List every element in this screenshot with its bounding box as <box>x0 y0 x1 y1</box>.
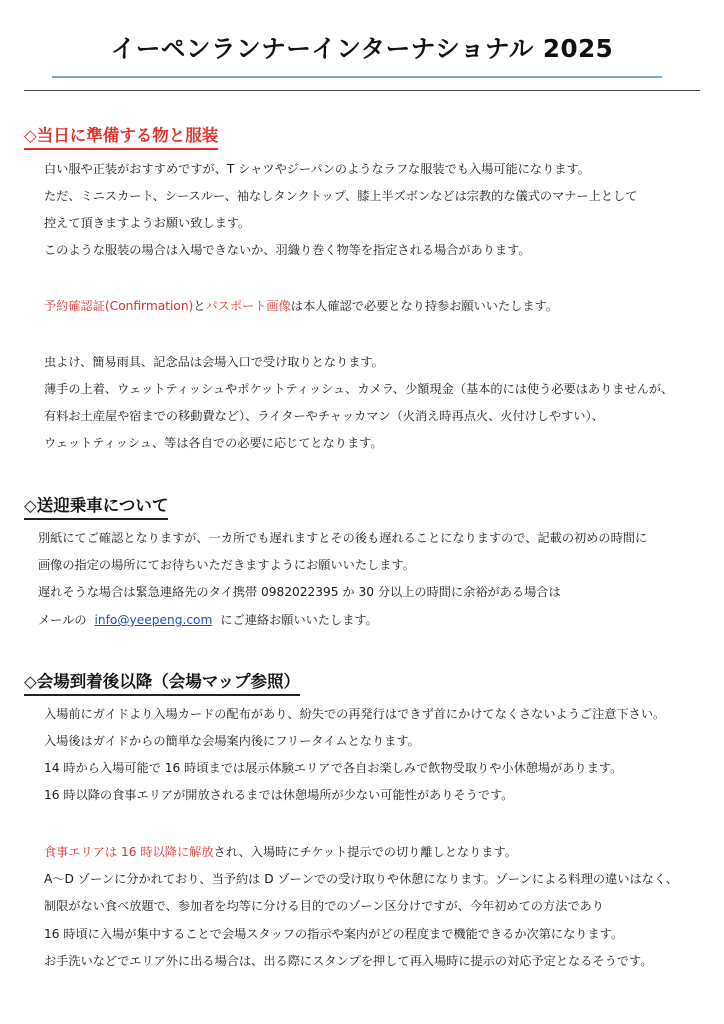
food-area-rest: され、入場時にチケット提示での切り離しとなります。 <box>213 845 517 859</box>
mail-line <box>38 612 378 628</box>
body-line: このような服装の場合は入場できないか、羽織り巻く物等を指定される場合があります。 <box>44 243 531 257</box>
body-line: 画像の指定の場所にてお待ちいただきますようにお願いいたします。 <box>38 558 415 572</box>
confirmation-text: 予約確認証(Confirmation) <box>44 299 194 313</box>
connector-text: と <box>193 299 206 313</box>
food-area-line <box>44 844 517 860</box>
body-line: ウェットティッシュ、等は各自での必要に応じてとなります。 <box>44 436 383 450</box>
body-line: 入場前にガイドより入場カードの配布があり、紛失での再発行はできず首にかけてなくさないようご注意下さい。 <box>44 707 666 721</box>
body-line: 16 時頃に入場が集中することで会場スタッフの指示や案内がどの程度まで機能できるか次第になります。 <box>44 927 624 941</box>
body-line: お手洗いなどでエリア外に出る場合は、出る際にスタンプを押して再入場時に提示の対応予定となるそうです。 <box>44 954 653 968</box>
id-requirement-rest: は本人確認で必要となり持参お願いいたします。 <box>290 299 558 313</box>
body-line: 遅れそうな場合は緊急連絡先のタイ携帯 0982022395 か 30 分以上の時間に余裕がある場合は <box>38 585 561 599</box>
mail-suffix: にご連絡お願いいたします。 <box>220 613 378 627</box>
body-line: 別紙にてご確認となりますが、一カ所でも遅れますとその後も遅れることになりますので、記載の初めの時間に <box>38 531 648 545</box>
section-heading-shuttle: ◇送迎乗車について <box>24 492 168 520</box>
header-divider <box>24 90 700 91</box>
body-line: 16 時以降の食事エリアが開放されるまでは休憩場所が少ない可能性がありそうです。 <box>44 788 514 802</box>
body-line: 有料お土産屋や宿までの移動費など）、ライターやチャッカマン（火消え時再点火、火付けしやすい）、 <box>44 409 604 423</box>
body-line: 入場後はガイドからの簡単な会場案内後にフリータイムとなります。 <box>44 734 420 748</box>
page-title: イーペンランナーインターナショナル 2025 <box>110 34 614 63</box>
mail-prefix: メールの <box>38 613 87 627</box>
body-line: ただ、ミニスカート、シースルー、袖なしタンクトップ、膝上半ズボンなどは宗教的な儀式のマナー上として <box>44 189 638 203</box>
body-line: 制限がない食べ放題で、参加者を均等に分ける目的でのゾーン区分けですが、今年初めての方法であり <box>44 899 604 913</box>
passport-text: パスポート画像 <box>205 299 291 313</box>
food-area-highlight: 食事エリアは 16 時以降に解放 <box>44 845 214 859</box>
body-line: 14 時から入場可能で 16 時頃までは展示体験エリアで各自お楽しみで飲物受取りや小休憩場があります。 <box>44 761 623 775</box>
body-line: 虫よけ、簡易雨具、記念品は会場入口で受け取りとなります。 <box>44 355 384 369</box>
body-line: A～D ゾーンに分かれており、当予約は D ゾーンでの受け取りや休憩になります。ゾーンによる料理の違いはなく、 <box>44 872 678 886</box>
body-line: 控えて頂きますようお願い致します。 <box>44 216 251 230</box>
title-underline <box>52 76 662 78</box>
email-link[interactable]: info@yeepeng.com <box>94 613 213 627</box>
body-line: 薄手の上着、ウェットティッシュやポケットティッシュ、カメラ、少額現金（基本的には使う必要はありませんが、 <box>44 382 674 396</box>
section-heading-venue: ◇会場到着後以降（会場マップ参照） <box>24 668 300 696</box>
body-line: 白い服や正装がおすすめですが、T シャツやジーパンのようなラフな服装でも入場可能になります。 <box>44 162 590 176</box>
id-requirement-line <box>44 298 558 314</box>
section-heading-preparation: ◇当日に準備する物と服装 <box>24 122 218 150</box>
